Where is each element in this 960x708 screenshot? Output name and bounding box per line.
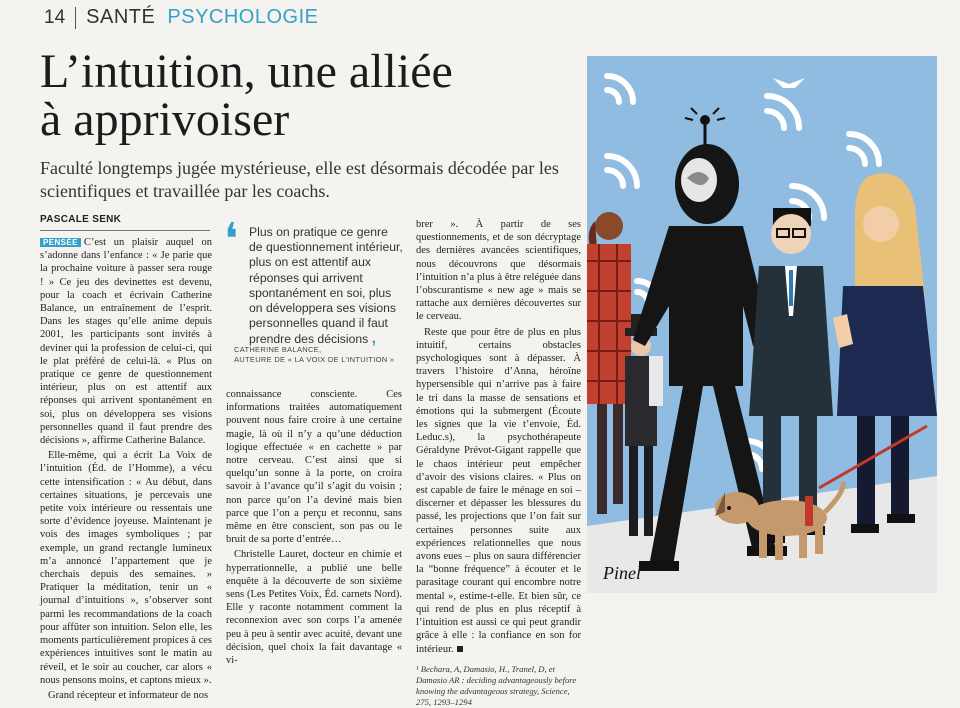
byline: PASCALE SENK: [40, 214, 210, 231]
section-tag: PENSÉE: [40, 238, 81, 247]
pull-quote-author: [234, 345, 404, 365]
pull-quote-author-name: CATHERINE BALANCE,: [234, 345, 322, 354]
title-line-1: L’intuition, une alliée: [40, 45, 453, 98]
paragraph: Grand récepteur et informateur de nos: [48, 689, 209, 701]
paragraph: Reste que pour être de plus en plus intuitif, certains obstacles psychologiques sont à dépasser. À travers l’histoire d’Anna, héroïne hypersensible qui n’arrive pas à faire le tri dans la masse de sensations et émotions qui la submergent (Écoute les signes que la vie t’envoie, Éd. Leduc.s), la psychothérapeute Géraldyne Prévot-Gigant rappelle que le chaos intérieur peut empêcher d’avoir des visions claires. « Plus on est capable de faire le ménage en soi – discerner et dépasser les blessures du passé, les projections que l’on fait sur certaines personnes suite aux expériences relationnelles que nous avons eues – plus on saura différencier la “bonne fréquence” à écouter et le parasitage courant qui encombre notre mental », estime-t-elle. Et bien sûr, ce qui rend de plus en plus réceptif à l’intuition est aussi ce qui peut grandir grâce à elle : la confiance en son for intérieur.: [416, 326, 581, 655]
standfirst: Faculté longtemps jugée mystérieuse, elle est désormais décodée par les scientifiques et travaillée par les coachs.: [40, 158, 559, 201]
paragraph: C’est un plaisir auquel on s’adonne dans l’enfance : « Je parie que la prochaine voiture à passer sera rouge ! » Ce jeu des devinettes est devenu, pour la coach et écrivain Catherine Balance, un entraînement de l’esprit. Dans les stages qu’elle anime depuis 2001, les participants sont invités à deviner qui la profession de celui-ci, qui le plat préféré de celui-là. « Plus on pratique ce genre de questionnement intérieur, plus on est attentif aux réponses qui arrivent spontanément en soi, plus on développera ses visions personnelles quand il faut prendre des décisions », affirme Catherine Balance.: [40, 237, 212, 447]
page-header: [44, 6, 319, 29]
subsection-name: PSYCHOLOGIE: [167, 6, 319, 28]
footnote: ¹ Bechara, A, Damasio, H., Tranel, D, et Damasio AR : deciding advantageously before knowing the advantageous strategy, Science, 275, 1293–1294: [416, 663, 577, 707]
section-name: SANTÉ: [86, 6, 156, 28]
paragraph: Christelle Lauret, docteur en chimie et hyperrationnelle, a publié une belle enquête à la découverte de son sixième sens (Les Petites Voix, Éd. carnets Nord). Elle y raconte notamment comment la reconnexion avec son corps l’a amenée peu à peu à sentir avec acuité, devant une décision, quel choix la fait davantage « vi-: [226, 549, 402, 667]
illustration: [587, 56, 937, 593]
pull-quote-author-role: AUTEURE DE « LA VOIX DE L’INTUITION »: [234, 355, 395, 364]
article-column-2: [226, 388, 402, 667]
paragraph: connaissance consciente. Ces informations traitées automatiquement pouvent nous faire croire à une certaine magie, là où il n’y a qu’une déduction logique effectuée « en cachette » par notre cerveau. C’est ainsi que si quelqu’un sonne à la porte, on croira savoir à l’avance qu’il s’agit du voisin ; non parce qu’on l’a deviné mais bien parce que l’on a perçu et reconnu, sans même en être conscient, son pas ou le bruit de sa porte d’entrée…: [226, 389, 402, 546]
artist-signature: Pinel: [603, 563, 641, 583]
title-line-2: à apprivoiser: [40, 93, 290, 146]
article-title: [40, 45, 580, 146]
paragraph: Elle-même, qui a écrit La Voix de l’intuition (Éd. de l’Homme), a vécu cette intensification : « Au début, dans certaines situations, je percevais une petite voix intérieure ou ressentais une sorte d’évidence joyeuse. Maintenant je vois des images symboliques ; par exemple, un grand rectangle lumineux m’a annoncé l’appartement que je cherchais depuis des semaines. » Pratiquer la méditation, tenir un « journal d’intuitions », s’observer sont parmi les recommandations de la coach pour affûter son intuition. Selon elle, les moments particulièrement propices à ces expériences intuitives sont le matin au réveil, et le soir au coucher, car alors « nous pensons moins, et captons mieux ».: [40, 450, 212, 686]
illustration-svg: [587, 56, 937, 593]
quote-mark-icon: ❛: [224, 214, 239, 265]
section-rubric: [86, 6, 318, 29]
header-divider: [75, 7, 76, 29]
byline-block: [40, 214, 210, 231]
article-column-3: [416, 218, 581, 707]
closing-quote-icon: ,: [371, 330, 377, 348]
end-mark-icon: [457, 646, 463, 652]
paragraph: brer ». À partir de ses questionnements, et de son décryptage des dernières avancées scientifiques, nous découvrons que désormais l’intuition n’a plus à être reléguée dans l’obscurantisme « new age » mais se rattache aux dernières découvertes sur le cerveau.: [416, 219, 581, 323]
pull-quote-text: Plus on pratique ce genre de questionnement intérieur, plus on est attentif aux réponses qui arrivent spontanément en soi, plus on développera ses visions personnelles quand il faut prendre des décisions: [249, 225, 403, 347]
article-column-1: [40, 236, 212, 701]
pull-quote: [224, 214, 404, 380]
page-number: 14: [44, 6, 66, 28]
